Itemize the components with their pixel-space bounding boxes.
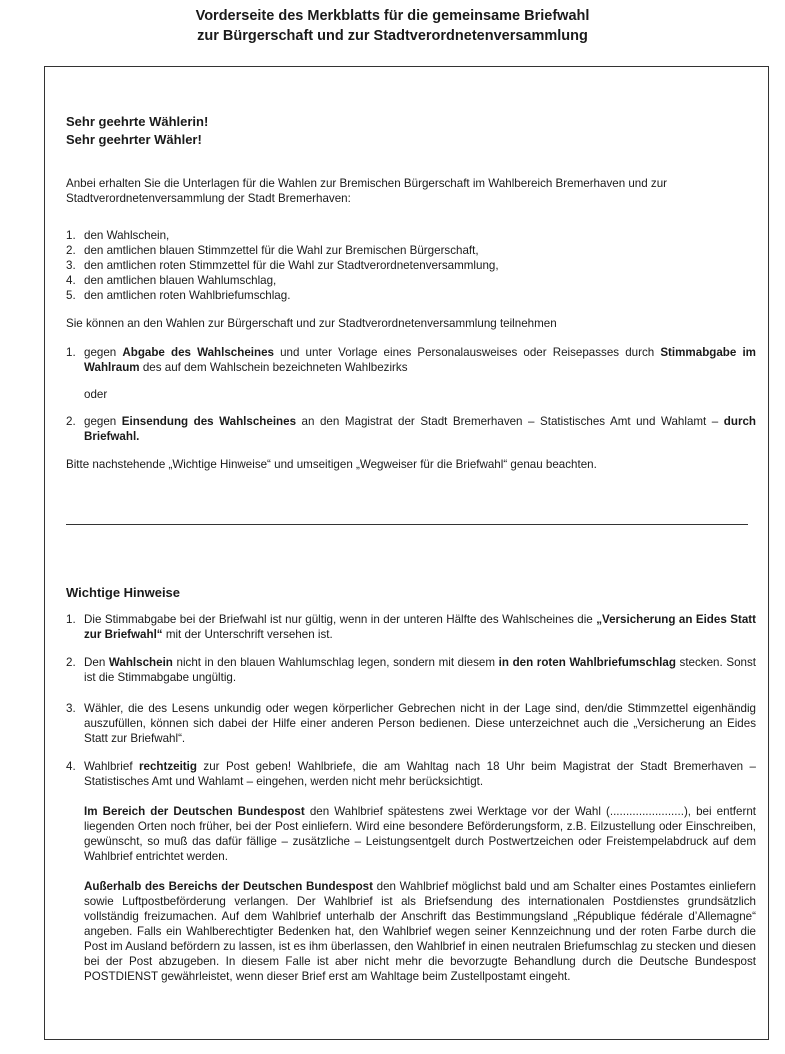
text-span: Den (84, 656, 109, 669)
list-item-number: 3. (66, 259, 76, 272)
option-1 (66, 345, 756, 375)
option-2 (66, 414, 756, 444)
text-span: des auf dem Wahlschein bezeichneten Wahlbezirks (139, 361, 408, 374)
text-span: nicht in den blauen Wahlumschlag legen, sondern mit diesem (172, 656, 499, 669)
list-item-text: den amtlichen roten Stimmzettel für die Wahl zur Stadtverordnetenversammlung, (84, 259, 499, 272)
hint-3-text: Wähler, die des Lesens unkundig oder wegen körperlicher Gebrechen nicht in der Lage sind, den/die Stimmzettel eigenhändig auszufüllen, können sich dabei der Hilfe einer anderen Person bedienen. Diese unterzeichnet auch die „Versicherung an Eides Statt zur Briefwahl“. (84, 702, 756, 745)
text-span: zur Post geben! Wahlbriefe, die am Wahltag nach 18 Uhr beim Magistrat der Stadt Bremerhaven – Statistisches Amt und Wahlamt – eingehen, werden nicht mehr berücksichtigt. (84, 760, 756, 788)
greeting (66, 113, 756, 149)
list-item-text: den amtlichen blauen Wahlumschlag, (84, 274, 277, 287)
option-2-text (84, 414, 756, 444)
list-item (66, 228, 756, 243)
text-span: gegen (84, 346, 123, 359)
bold-span: Außerhalb des Bereichs der Deutschen Bundespost (84, 880, 373, 893)
hint-1 (66, 612, 756, 642)
option-1-text (84, 345, 756, 375)
list-item (66, 258, 756, 273)
bold-span: in den roten Wahlbriefumschlag (498, 656, 676, 669)
text-span: Wahlbrief (84, 760, 139, 773)
list-item-number: 2. (66, 244, 76, 257)
list-item-number: 4. (66, 274, 76, 287)
list-item (66, 288, 756, 303)
title-line-2: zur Bürgerschaft und zur Stadtverordnetenversammlung (197, 28, 588, 44)
bold-span: Im Bereich der Deutschen Bundespost (84, 805, 305, 818)
note-paragraph: Bitte nachstehende „Wichtige Hinweise“ und umseitigen „Wegweiser für die Briefwahl“ genau beachten. (66, 458, 597, 471)
list-item-number: 1. (66, 229, 76, 242)
oder-label: oder (84, 388, 108, 401)
hint-3 (66, 701, 756, 746)
document-title (0, 6, 785, 46)
text-span: stecken. Sonst ist die Stimmabgabe ungültig. (84, 656, 756, 684)
participation-paragraph: Sie können an den Wahlen zur Bürgerschaft und zur Stadtverordnetenversammlung teilnehmen (66, 317, 557, 330)
text-span: den Wahlbrief spätestens zwei Werktage vor der Wahl (.......................), bei entfernt liegenden Orten noch früher, bei der Post einliefern. Wird eine besondere Beförderungsform, z.B. Eilzustellung oder Einschreiben, gewünscht, so muß das dafür fällige – zusätzliche – Leistungsentgelt durch Postwertzeichen oder Freistempelabdruck auf dem Wahlbrief entrichtet werden. (84, 805, 756, 863)
bold-span: durch Briefwahl. (84, 415, 756, 443)
bold-span: Wahlschein (108, 656, 173, 669)
greeting-line-2: Sehr geehrter Wähler! (66, 132, 202, 147)
hint-2 (66, 655, 756, 685)
hint-4-number: 4. (66, 760, 76, 773)
list-item (66, 243, 756, 258)
list-item-number: 5. (66, 289, 76, 302)
hint-4-abroad (84, 879, 756, 984)
hint-1-text (84, 612, 756, 642)
option-2-number: 2. (66, 415, 76, 428)
bold-span: „Versicherung an Eides Statt zur Briefwahl“ (84, 613, 756, 641)
greeting-line-1: Sehr geehrte Wählerin! (66, 114, 209, 129)
divider (66, 524, 748, 525)
text-span: an den Magistrat der Stadt Bremerhaven – Statistisches Amt und Wahlamt – (296, 415, 724, 428)
hint-1-number: 1. (66, 613, 76, 626)
hint-4 (66, 759, 756, 789)
bold-span: Stimmabgabe im Wahlraum (84, 346, 756, 374)
text-span: und unter Vorlage eines Personalausweises oder Reisepasses durch (273, 346, 661, 359)
bold-span: Abgabe des Wahlscheines (122, 346, 274, 359)
list-item-text: den amtlichen roten Wahlbriefumschlag. (84, 289, 291, 302)
text-span: den Wahlbrief möglichst bald und am Schalter eines Postamtes einliefern sowie Luftpostbeförderung verlangen. Der Wahlbrief ist als Briefsendung des internationalen Postdienstes grundsätzlich vollständig freizumachen. Auf dem Wahlbrief unterhalb der Anschrift das Bestimmungsland „République fédérale d’Allemagne“ angeben. Falls ein Wahlberechtigter Bedenken hat, den Wahlbrief wegen seiner Kennzeichnung und der roten Farbe durch die Post im Ausland befördern zu lassen, ist es ihm überlassen, den Wahlbrief in einen neutralen Briefumschlag zu stecken und diesen bei der Post abzugeben. In diesem Falle ist aber nicht mehr die bevorzugte Behandlung durch die Deutsche Bundespost POSTDIENST gewährleistet, wenn dieser Brief erst am Wahltage beim Zustellpostamt eingeht. (84, 880, 756, 983)
hint-4-text (84, 759, 756, 789)
intro-paragraph: Anbei erhalten Sie die Unterlagen für die Wahlen zur Bremischen Bürgerschaft im Wahlbereich Bremerhaven und zur Stadtverordnetenversammlung der Stadt Bremerhaven: (66, 177, 668, 205)
list-item (66, 273, 756, 288)
text-span: gegen (84, 415, 122, 428)
list-item-text: den amtlichen blauen Stimmzettel für die Wahl zur Bremischen Bürgerschaft, (84, 244, 479, 257)
text-span: Die Stimmabgabe bei der Briefwahl ist nur gültig, wenn in der unteren Hälfte des Wahlscheines die (84, 613, 597, 626)
bold-span: rechtzeitig (138, 760, 197, 773)
option-1-number: 1. (66, 346, 76, 359)
hint-4-domestic (84, 804, 756, 864)
title-line-1: Vorderseite des Merkblatts für die gemeinsame Briefwahl (195, 8, 590, 24)
hint-2-number: 2. (66, 656, 76, 669)
bold-span: Einsendung des Wahlscheines (121, 415, 297, 428)
hint-2-text (84, 655, 756, 685)
text-span: mit der Unterschrift versehen ist. (162, 628, 333, 641)
list-item-text: den Wahlschein, (84, 229, 170, 242)
documents-list (66, 228, 756, 303)
hint-3-number: 3. (66, 702, 76, 715)
hints-heading: Wichtige Hinweise (66, 585, 181, 600)
